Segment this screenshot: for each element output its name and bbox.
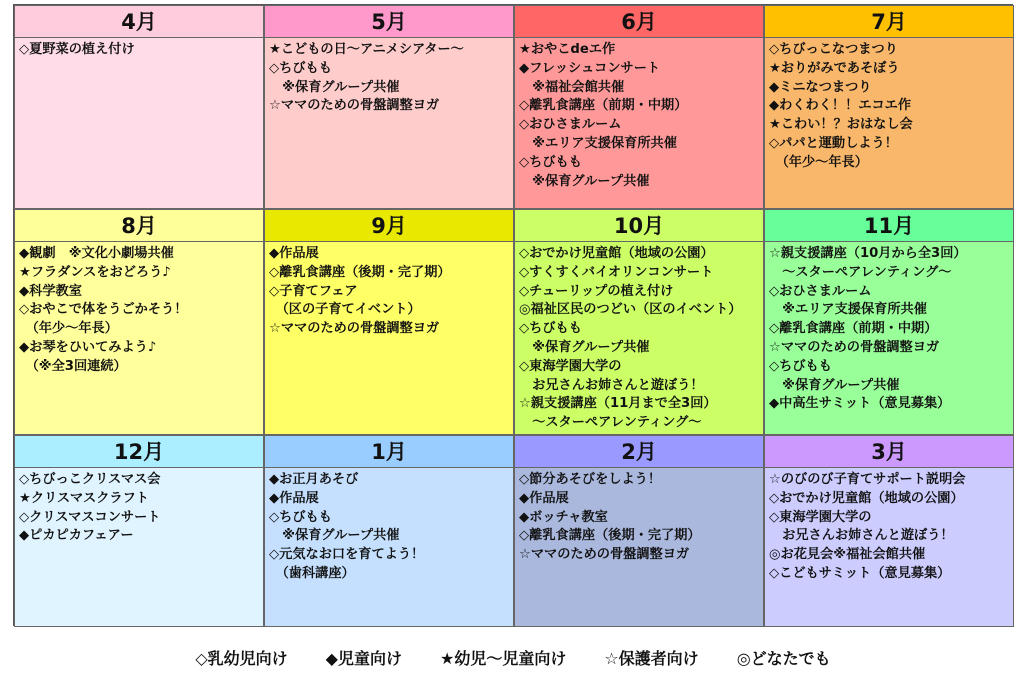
event-item: ※エリア支援保育所共催 [519,135,677,151]
month-cell [264,5,514,209]
event-item: ※保育グループ共催 [769,377,900,393]
event-item: ◆わくわく！！エコエ作 [769,98,912,114]
calendar-grid [13,4,1013,626]
event-item: ★フラダンスをおどろう♪ [19,264,171,280]
event-item: ◇東海学園大学の [769,509,872,525]
month-header: 12月 [15,436,263,468]
event-item: ◎福祉区民のつどい（区のイベント） [519,302,742,318]
legend [13,626,1013,689]
event-item: ◇すくすくバイオリンコンサート [519,264,714,280]
event-item: ※エリア支援保育所共催 [769,302,927,318]
event-item: ◇ちびもも [519,321,582,337]
event-item: ◆中高生サミット（意見募集） [769,396,951,412]
event-item: ◇元気なお口を育てよう！ [269,547,425,563]
event-item: 〜スターペアレンティング〜 [519,415,702,431]
month-header: 3月 [765,436,1013,468]
month-header: 1月 [265,436,513,468]
month-cell [514,209,764,435]
month-cell [14,5,264,209]
event-list [765,38,1013,173]
event-item: ◇離乳食講座（前期・中期） [519,98,688,114]
event-item: ◇ちびもも [269,509,332,525]
event-item: ※保育グループ共催 [519,339,650,355]
event-list [765,242,1013,414]
event-item: ◆作品展 [269,490,319,506]
event-item: ◆作品展 [519,490,569,506]
event-item: （年少〜年長） [769,154,868,170]
event-item: ◇チューリップの植え付け [519,283,674,299]
event-list [265,38,513,116]
month-cell [514,435,764,627]
event-item: （※全3回連続） [19,358,127,374]
legend-item: ◎どなたでも [736,649,831,668]
event-list [15,468,263,546]
event-item: ☆親支援講座（11月まで全3回） [519,396,717,412]
event-item: ◆作品展 [269,246,319,261]
event-item: ◇東海学園大学の [519,358,622,374]
event-item: ※福祉会館共催 [519,79,625,95]
event-item: ◆科学教室 [19,283,82,299]
month-cell [764,209,1014,435]
month-header: 8月 [15,210,263,242]
event-item: ◇パパと運動しよう！ [769,135,898,151]
event-item: ◇節分あそびをしよう！ [519,472,662,487]
event-item: ◇夏野菜の植え付け [19,42,135,57]
event-list [265,468,513,584]
event-list [515,468,763,565]
event-item: ◇ちびもも [519,154,582,170]
event-item: （歯科講座） [269,565,355,581]
event-item: ◇クリスマスコンサート [19,509,161,525]
event-item: ◎お花見会※福祉会館共催 [769,547,926,563]
month-cell [764,5,1014,209]
month-header: 2月 [515,436,763,468]
event-list [265,242,513,339]
event-item: ★こわい！？おはなし会 [769,117,913,133]
event-item: （区の子育てイベント） [269,302,421,318]
event-item: ★おやこdeエ作 [519,42,616,57]
event-list [515,242,763,433]
event-list [765,468,1013,584]
event-item: ◇ちびもも [769,358,832,374]
event-item: ◇ちびっこなつまつり [769,42,898,57]
event-item: ◇おひさまルーム [769,283,872,299]
event-item: ◆お琴をひいてみよう♪ [19,339,157,355]
month-cell [14,435,264,627]
event-item: ※保育グループ共催 [519,173,650,189]
event-item: （年少〜年長） [19,321,118,337]
event-list [15,242,263,377]
event-item: ◇こどもサミット（意見募集） [769,565,951,581]
month-cell [264,435,514,627]
month-header: 5月 [265,6,513,38]
event-item: ☆ママのための骨盤調整ヨガ [269,98,440,114]
legend-item: ☆保護者向け [604,649,699,668]
event-item: ☆のびのび子育てサポート説明会 [769,472,966,487]
event-item: ◇離乳食講座（後期・完了期） [269,264,451,280]
event-item: ◇ちびっこクリスマス会 [19,472,161,487]
event-item: ◆フレッシュコンサート [519,60,661,76]
event-item: ◇離乳食講座（前期・中期） [769,321,938,337]
event-item: お兄さんお姉さんと遊ぼう！ [519,377,704,393]
month-header: 11月 [765,210,1013,242]
event-item: ◇子育てフェア [269,283,358,299]
month-header: 7月 [765,6,1013,38]
event-item: ◇離乳食講座（後期・完了期） [519,528,701,544]
event-list [15,38,263,60]
event-item: ◆ミニなつまつり [769,79,872,95]
event-item: ☆ママのための骨盤調整ヨガ [519,547,690,563]
month-header: 10月 [515,210,763,242]
event-item: ◇おやこで体をうごかそう！ [19,302,188,318]
legend-item: ◆児童向け [325,649,402,668]
month-header: 9月 [265,210,513,242]
event-item: ◇おでかけ児童館（地域の公園） [769,490,964,506]
event-item: ◇おでかけ児童館（地域の公園） [519,246,714,261]
event-item: ◆ピカピカフェアー [19,528,134,544]
event-item: ☆親支援講座（10月から全3回） [769,246,967,261]
event-item: ◆観劇 ※文化小劇場共催 [19,246,174,261]
event-item: ☆ママのための骨盤調整ヨガ [269,321,440,337]
legend-item: ★幼児〜児童向け [439,649,567,668]
event-item: ◆お正月あそび [269,472,359,487]
event-item: 〜スターペアレンティング〜 [769,264,952,280]
event-item: ★おりがみであそぼう [769,60,900,76]
legend-item: ◇乳幼児向け [195,649,288,668]
event-item: ☆ママのための骨盤調整ヨガ [769,339,940,355]
event-item: ★こどもの日〜アニメシアター〜 [269,42,464,57]
month-cell [514,5,764,209]
event-item: ※保育グループ共催 [269,79,400,95]
month-cell [764,435,1014,627]
event-item: お兄さんお姉さんと遊ぼう！ [769,528,954,544]
event-item: ◇おひさまルーム [519,117,622,133]
month-cell [14,209,264,435]
month-header: 4月 [15,6,263,38]
month-header: 6月 [515,6,763,38]
event-item: ◆ボッチャ教室 [519,509,608,525]
event-item: ★クリスマスクラフト [19,490,149,506]
event-item: ※保育グループ共催 [269,528,400,544]
event-list [515,38,763,191]
event-item: ◇ちびもも [269,60,332,76]
month-cell [264,209,514,435]
